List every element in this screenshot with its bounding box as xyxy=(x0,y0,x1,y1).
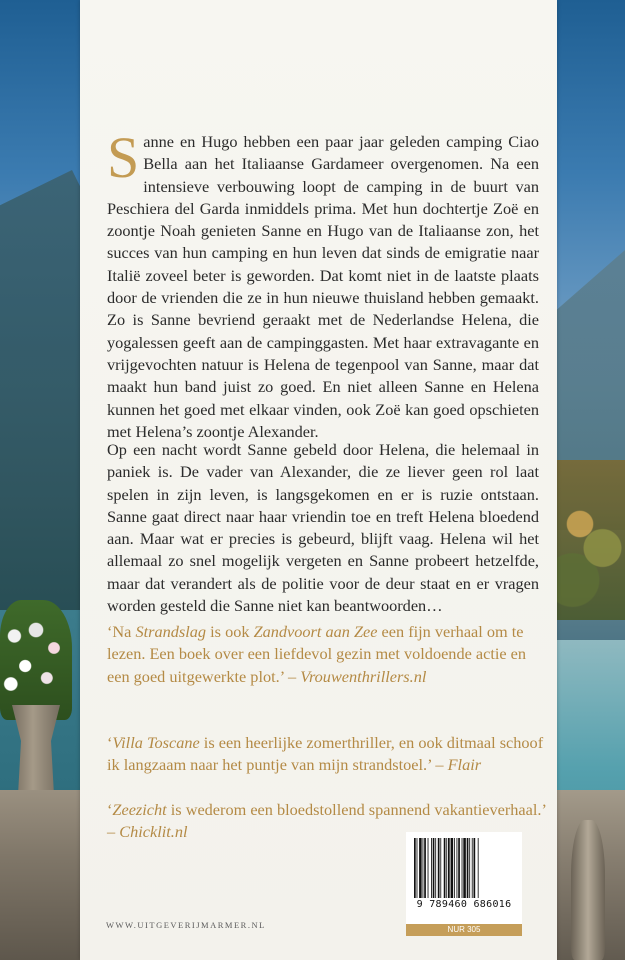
quote-book-title: Zeezicht xyxy=(112,800,167,819)
quote-source: Chicklit.nl xyxy=(119,822,188,842)
baluster-pillar xyxy=(571,820,605,960)
blurb-paragraph-2: Op een nacht wordt Sanne gebeld door Helena, die helemaal in paniek is. De vader van Alexander, die ze liever geen rol laat spelen in zijn leven, is langsgekomen en er is ruzie ontstaan. Sanne gaat direct naar haar vriendin toe en treft Helena bloedend aan. Maar wat er precies is gebeurd, blijft vaag. Helena wil het allemaal zo snel mogelijk vergeten en Sanne probeert hetzelfde, maar dat verandert als de politie voor de deur staat en er vragen worden gesteld die Sanne niet kan beantwoorden… xyxy=(107,440,539,616)
barcode xyxy=(406,832,522,924)
barcode-bar xyxy=(414,838,416,898)
quote-source: Vrouwenthrillers.nl xyxy=(300,666,427,686)
barcode-bar xyxy=(478,838,479,898)
barcode-bar xyxy=(451,838,454,898)
quote-text: is wederom een bloedstollend spannend vakantieverhaal.’ – xyxy=(107,800,546,842)
barcode-bar xyxy=(463,838,466,898)
review-quote-1 xyxy=(107,621,547,688)
barcode-bar xyxy=(472,838,473,898)
barcode-bar xyxy=(417,838,418,898)
quote-book-title: Strandslag xyxy=(135,622,207,641)
barcode-bar xyxy=(431,838,432,898)
nur-code: NUR 305 xyxy=(406,924,522,936)
barcode-bar xyxy=(448,838,450,898)
review-quote-2 xyxy=(107,732,547,777)
quote-open: ‘ xyxy=(107,800,113,819)
blurb-paragraph-1 xyxy=(107,125,539,443)
quote-book-title: Villa Toscane xyxy=(112,733,200,752)
barcode-bar xyxy=(458,838,460,898)
barcode-bar xyxy=(444,838,446,898)
drop-cap: S xyxy=(107,125,140,190)
barcode-bar xyxy=(435,838,436,898)
isbn-number: 9 789460 686016 xyxy=(416,899,512,910)
blurb-paragraph-1-text: anne en Hugo hebben een paar jaar geleden camping Ciao Bella aan het Italiaanse Gardameer overgenomen. Na een intensieve verbouwing loopt de camping in de buurt van Peschiera del Garda inmiddels prima. Met hun dochtertje Zoë en zoontje Noah genieten Sanne en Hugo van de Italiaanse zon, het succes van hun camping en hun leven dat sinds de emigratie naar Italië zoveel beter is geworden. Dat komt niet in de laatste plaats door de vrienden die ze in hun nieuwe thuisland hebben gemaakt. Zo is Sanne bevriend geraakt met de Nederlandse Helena, die yogalessen geeft aan de campinggasten. Met haar extravagante en vrijgevochten natuur is Helena de tegenpool van Sanne, maar dat maakt hun band juist zo goed. En niet alleen Sanne en Helena kunnen het goed met elkaar vinden, ook Zoë kan goed opschieten met Helena’s zoontje Alexander. xyxy=(107,132,539,441)
barcode-bar xyxy=(440,838,441,898)
barcode-bar xyxy=(454,838,455,898)
stone-balustrade-left xyxy=(0,790,80,960)
barcode-bar xyxy=(457,838,458,898)
barcode-bar xyxy=(424,838,426,898)
barcode-bar xyxy=(438,838,440,898)
flower-urn-plants xyxy=(0,600,72,720)
barcode-bar xyxy=(423,838,424,898)
barcode-bars xyxy=(414,838,514,898)
quote-text-mid: is ook xyxy=(206,622,254,641)
publisher-url: WWW.UITGEVERIJMARMER.NL xyxy=(106,920,266,930)
quote-source: Flair xyxy=(447,755,482,775)
quote-book-title: Zandvoort aan Zee xyxy=(253,622,378,641)
quote-open: ‘ xyxy=(107,733,113,752)
autumn-trees xyxy=(550,460,625,620)
barcode-bar xyxy=(474,838,476,898)
barcode-bar xyxy=(469,838,470,898)
quote-open: ‘Na xyxy=(107,622,136,641)
barcode-bar xyxy=(433,838,435,898)
quote-text: een fijn verhaal om te lezen. Een boek over een liefdevol gezin met voldoende actie en een goed uitgewerkte plot.’ – xyxy=(107,622,527,686)
barcode-bar xyxy=(462,838,463,898)
quote-text: is een heerlijke zomerthriller, en ook ditmaal schoof ik langzaam naar het puntje van mijn strandstoel.’ – xyxy=(107,733,544,775)
barcode-bar xyxy=(419,838,422,898)
barcode-bar xyxy=(467,838,469,898)
barcode-bar xyxy=(446,838,447,898)
barcode-bar xyxy=(428,838,429,898)
